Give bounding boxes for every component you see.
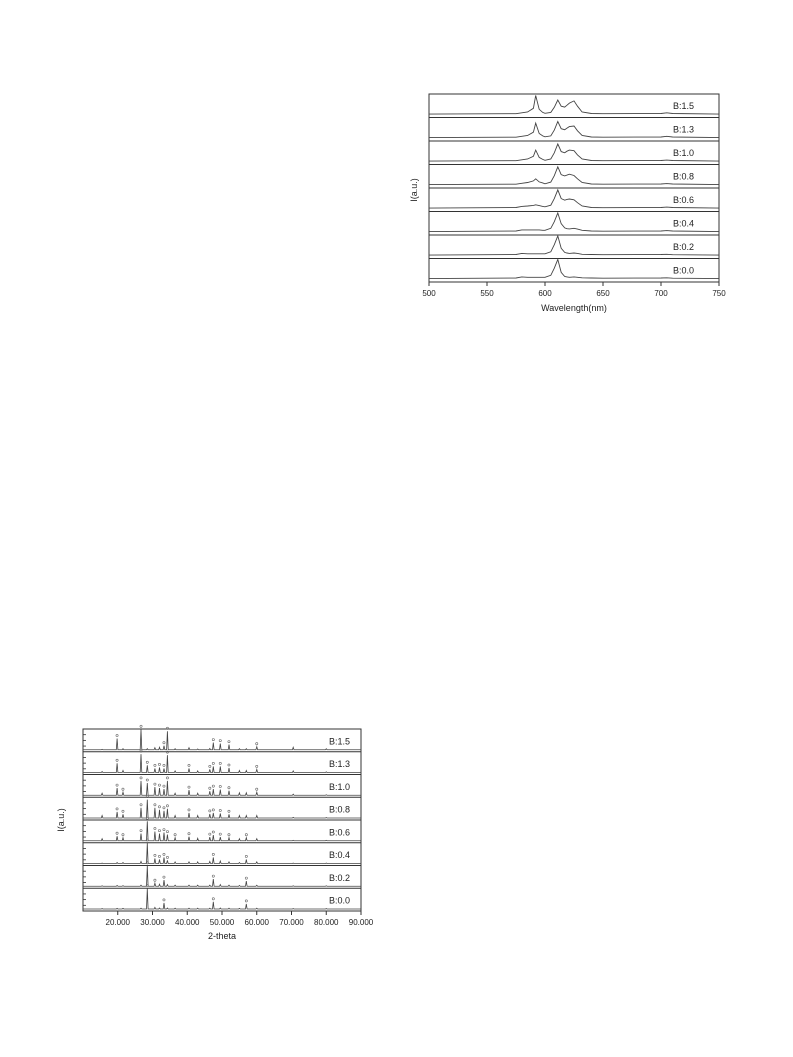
peak-marker <box>163 876 165 878</box>
x-tick-label: 700 <box>654 289 668 298</box>
panel-label: B:0.8 <box>673 171 695 182</box>
peak-marker <box>219 785 221 787</box>
xrd-pattern-chart <box>52 722 374 944</box>
peak-marker <box>163 829 165 831</box>
peak-marker <box>228 787 230 789</box>
peak-marker <box>212 809 214 811</box>
peak-marker <box>140 830 142 832</box>
panel-label: B:1.0 <box>329 781 351 792</box>
xrd-pattern-line <box>83 754 361 772</box>
xrd-pattern-line <box>83 729 361 749</box>
peak-marker <box>245 855 247 857</box>
peak-marker <box>212 831 214 833</box>
peak-marker <box>163 785 165 787</box>
peak-marker <box>116 734 118 736</box>
peak-marker <box>163 899 165 901</box>
peak-marker <box>256 788 258 790</box>
peak-marker <box>212 785 214 787</box>
peak-marker <box>166 856 168 858</box>
peak-marker <box>154 827 156 829</box>
peak-marker <box>245 834 247 836</box>
peak-marker <box>245 900 247 902</box>
x-axis-label: Wavelength(nm) <box>541 303 607 313</box>
peak-marker <box>212 898 214 900</box>
peak-marker <box>256 743 258 745</box>
x-tick-label: 70.000 <box>279 918 304 927</box>
peak-marker <box>146 779 148 781</box>
peak-marker <box>116 808 118 810</box>
xrd-pattern-line <box>83 843 361 864</box>
x-tick-label: 80.000 <box>314 918 339 927</box>
xrd-pattern-line <box>83 781 361 795</box>
peak-marker <box>158 784 160 786</box>
pl-spectra-svg <box>400 85 730 317</box>
peak-marker <box>228 764 230 766</box>
x-tick-label: 60.000 <box>244 918 269 927</box>
peak-marker <box>154 854 156 856</box>
panel-label: B:1.5 <box>673 100 695 111</box>
peak-marker <box>166 805 168 807</box>
peak-marker <box>154 783 156 785</box>
y-axis-label: I(a.u.) <box>56 808 66 832</box>
peak-marker <box>116 784 118 786</box>
peak-marker <box>146 761 148 763</box>
xrd-pattern-line <box>83 821 361 840</box>
x-tick-label: 650 <box>596 289 610 298</box>
peak-marker <box>174 834 176 836</box>
peak-marker <box>209 765 211 767</box>
peak-marker <box>209 787 211 789</box>
x-tick-label: 750 <box>712 289 726 298</box>
peak-marker <box>158 830 160 832</box>
peak-marker <box>140 804 142 806</box>
peak-marker <box>228 810 230 812</box>
x-tick-label: 30.000 <box>140 918 165 927</box>
xrd-pattern-line <box>83 889 361 910</box>
x-tick-label: 20.000 <box>105 918 130 927</box>
peak-marker <box>166 777 168 779</box>
panel-label: B:0.0 <box>329 895 351 906</box>
panel-label: B:0.4 <box>329 850 351 861</box>
peak-marker <box>212 762 214 764</box>
xrd-pattern-line <box>83 866 361 886</box>
x-tick-label: 600 <box>538 289 552 298</box>
panel-label: B:1.5 <box>329 736 351 747</box>
peak-marker <box>256 765 258 767</box>
panel-label: B:0.2 <box>673 241 695 252</box>
x-tick-label: 40.000 <box>175 918 200 927</box>
xrd-pattern-svg <box>52 722 374 944</box>
peak-marker <box>163 853 165 855</box>
x-tick-label: 550 <box>480 289 494 298</box>
peak-marker <box>116 759 118 761</box>
peak-marker <box>209 810 211 812</box>
panel-label: B:0.2 <box>329 872 351 883</box>
peak-marker <box>219 809 221 811</box>
panel-label: B:1.3 <box>673 124 695 135</box>
peak-marker <box>140 777 142 779</box>
peak-marker <box>166 831 168 833</box>
peak-marker <box>228 834 230 836</box>
peak-marker <box>212 853 214 855</box>
panel-label: B:1.0 <box>673 147 695 158</box>
peak-marker <box>219 762 221 764</box>
peak-marker <box>188 833 190 835</box>
peak-marker <box>158 855 160 857</box>
x-tick-label: 50.000 <box>209 918 235 927</box>
peak-marker <box>154 764 156 766</box>
peak-marker <box>158 763 160 765</box>
peak-marker <box>140 725 142 727</box>
peak-marker <box>188 786 190 788</box>
peak-marker <box>228 741 230 743</box>
peak-marker <box>163 807 165 809</box>
peak-marker <box>245 877 247 879</box>
x-axis-label: 2-theta <box>207 931 237 941</box>
panel-label: B:1.3 <box>329 759 351 770</box>
x-tick-label: 90.000 <box>348 918 374 927</box>
peak-marker <box>158 806 160 808</box>
panel-label: B:0.4 <box>673 218 695 229</box>
peak-marker <box>163 764 165 766</box>
peak-marker <box>154 804 156 806</box>
panel-label: B:0.8 <box>329 804 351 815</box>
peak-marker <box>219 833 221 835</box>
y-axis-label: I(a.u.) <box>409 178 419 202</box>
peak-marker <box>163 742 165 744</box>
panel-label: B:0.6 <box>329 827 351 838</box>
panel-label: B:0.0 <box>673 265 695 276</box>
peak-marker <box>122 788 124 790</box>
peak-marker <box>212 875 214 877</box>
x-tick-label: 500 <box>422 289 436 298</box>
peak-marker <box>122 810 124 812</box>
panel-label: B:0.6 <box>673 194 695 205</box>
peak-marker <box>116 832 118 834</box>
peak-marker <box>209 833 211 835</box>
peak-marker <box>154 879 156 881</box>
peak-marker <box>122 834 124 836</box>
peak-marker <box>212 739 214 741</box>
pl-spectra-chart <box>400 85 730 317</box>
peak-marker <box>219 740 221 742</box>
peak-marker <box>188 809 190 811</box>
peak-marker <box>188 764 190 766</box>
xrd-pattern-line <box>83 800 361 818</box>
